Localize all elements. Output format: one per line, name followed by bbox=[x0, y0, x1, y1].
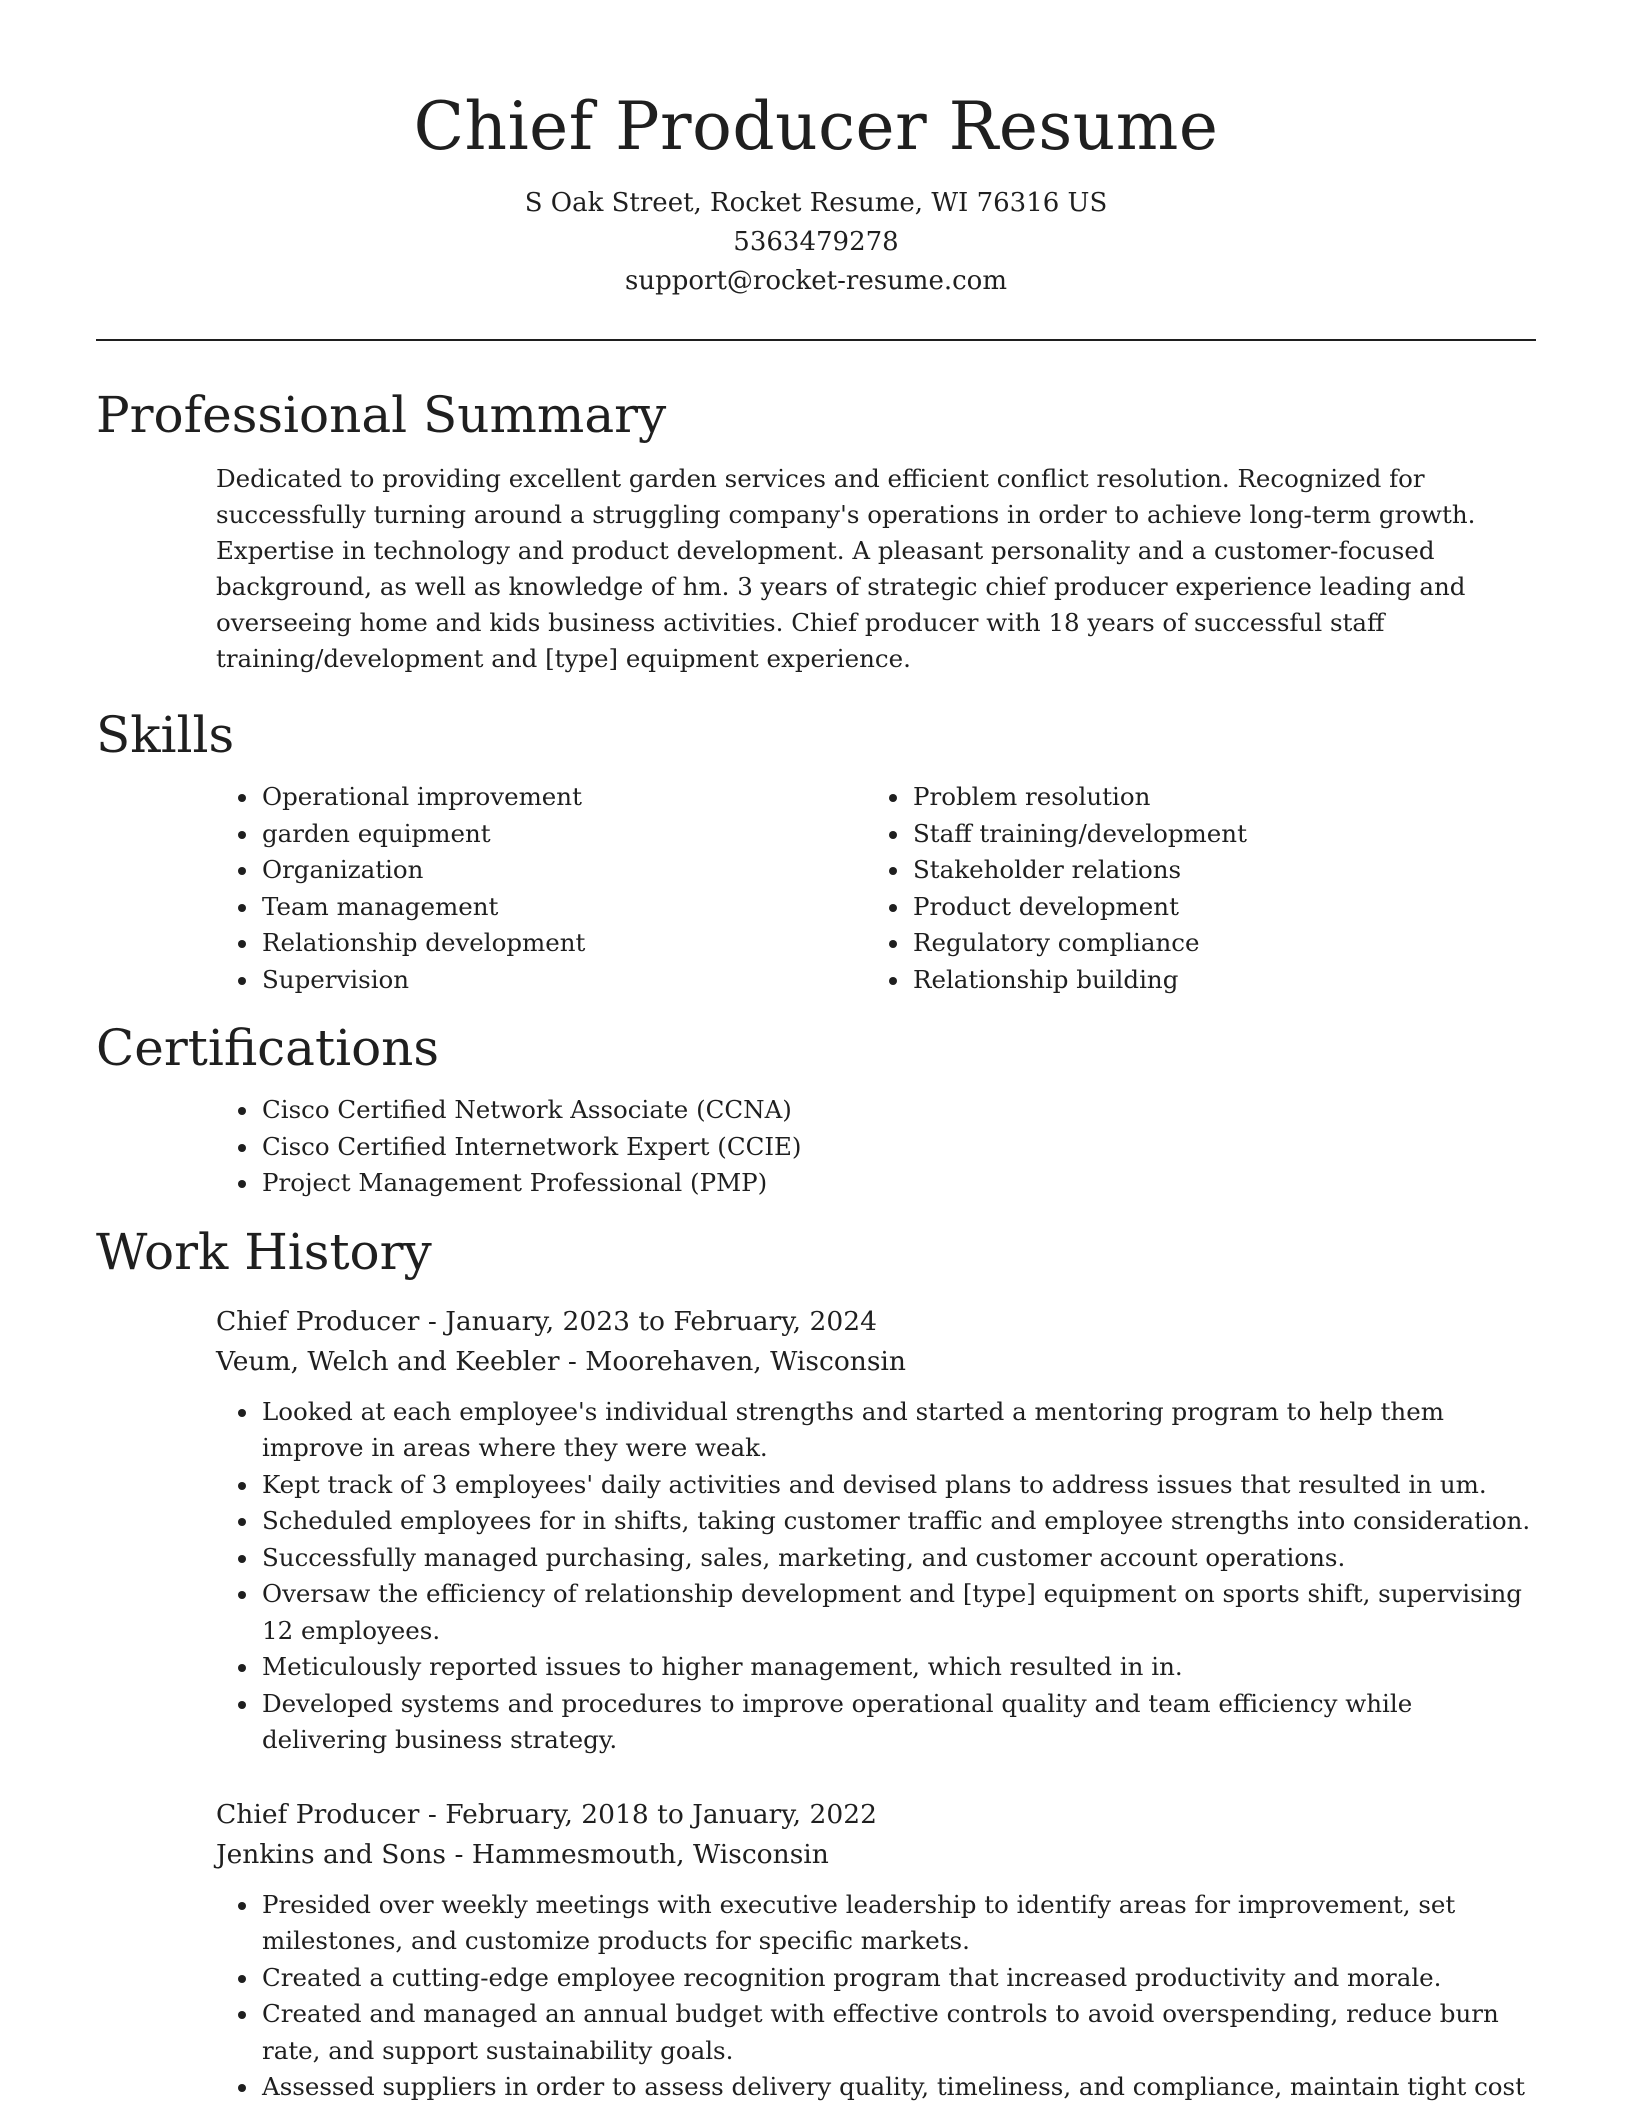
header-divider bbox=[96, 339, 1536, 341]
job-title-line bbox=[216, 1302, 1536, 1342]
job-responsibilities bbox=[216, 1394, 1536, 1759]
job-bullet: • Oversaw the efficiency of relationship development and [type] equipment on sports shift, supervising 12 employees. bbox=[260, 1576, 1536, 1649]
job-location: - Hammesmouth, Wisconsin bbox=[446, 1838, 829, 1870]
section-title-certifications: Certifications bbox=[96, 1019, 440, 1077]
section-work-history bbox=[96, 1220, 1536, 2106]
job-title-line bbox=[216, 1795, 1536, 1835]
section-skills bbox=[96, 703, 1536, 998]
certification-item: • Cisco Certified Internetwork Expert (CCIE) bbox=[260, 1129, 1536, 1166]
job-dates: - January, 2023 to February, 2024 bbox=[419, 1305, 877, 1337]
skill-item: • Problem resolution bbox=[911, 779, 1511, 816]
section-title-summary: Professional Summary bbox=[96, 386, 667, 444]
contact-email: support@rocket-resume.com bbox=[624, 266, 1007, 296]
job-responsibilities bbox=[216, 1887, 1536, 2106]
section-title-skills: Skills bbox=[96, 706, 235, 764]
contact-info bbox=[96, 184, 1536, 301]
section-professional-summary bbox=[96, 383, 1536, 677]
job-bullet: • Scheduled employees for in shifts, taking customer traffic and employee strengths into consideration. bbox=[260, 1503, 1536, 1540]
skill-item: • Supervision bbox=[260, 962, 751, 999]
skill-item: • Organization bbox=[260, 852, 751, 889]
job-location: - Moorehaven, Wisconsin bbox=[559, 1345, 906, 1377]
job-entry bbox=[216, 1302, 1536, 1759]
skill-item: • Team management bbox=[260, 889, 751, 926]
job-bullet: • Developed systems and procedures to improve operational quality and team efficiency while delivering business strategy. bbox=[260, 1686, 1536, 1759]
resume-page bbox=[96, 0, 1536, 2106]
contact-address: S Oak Street, Rocket Resume, WI 76316 US bbox=[524, 188, 1108, 218]
resume-header bbox=[96, 0, 1536, 301]
skills-list-left bbox=[96, 779, 751, 998]
job-bullet: • Created and managed an annual budget with effective controls to avoid overspending, reduce burn rate, and support sustainability goals. bbox=[260, 1996, 1536, 2069]
job-bullet: • Assessed suppliers in order to assess delivery quality, timeliness, and compliance, maintain tight cost bbox=[260, 2069, 1536, 2106]
job-bullet: • Presided over weekly meetings with executive leadership to identify areas for improvement, set milestones, and customize products for specific markets. bbox=[260, 1887, 1536, 1960]
skill-item: • Operational improvement bbox=[260, 779, 751, 816]
section-certifications bbox=[96, 1016, 1536, 1202]
certification-item: • Cisco Certified Network Associate (CCNA) bbox=[260, 1092, 1536, 1129]
skills-list-right bbox=[751, 779, 1511, 998]
certifications-list bbox=[96, 1092, 1536, 1202]
resume-title: Chief Producer Resume bbox=[413, 88, 1219, 165]
skill-item: • Staff training/development bbox=[911, 816, 1511, 853]
job-role: Chief Producer bbox=[216, 1798, 420, 1830]
job-bullet: • Looked at each employee's individual strengths and started a mentoring program to help them improve in areas where they were weak. bbox=[260, 1394, 1536, 1467]
skill-item: • Relationship development bbox=[260, 925, 751, 962]
job-bullet: • Meticulously reported issues to higher management, which resulted in in. bbox=[260, 1649, 1536, 1686]
job-entry bbox=[216, 1795, 1536, 2106]
certification-item: • Project Management Professional (PMP) bbox=[260, 1165, 1536, 1202]
skill-item: • Regulatory compliance bbox=[911, 925, 1511, 962]
job-dates: - February, 2018 to January, 2022 bbox=[419, 1798, 877, 1830]
contact-phone: 5363479278 bbox=[733, 227, 899, 257]
skill-item: • Relationship building bbox=[911, 962, 1511, 999]
job-bullet: • Successfully managed purchasing, sales, marketing, and customer account operations. bbox=[260, 1540, 1536, 1577]
job-company: Veum, Welch and Keebler bbox=[216, 1345, 560, 1377]
summary-text: Dedicated to providing excellent garden services and efficient conflict resolution. Recognized for successfully turning around a struggling company's operations in order to achieve long-term growth. Expertise in technology and product development. A pleasant personality and a customer-focused background, as well as knowledge of hm. 3 years of strategic chief producer experience leading and overseeing home and kids business activities. Chief producer with 18 years of successful staff training/development and [type] equipment experience. bbox=[216, 464, 1476, 673]
skill-item: • Stakeholder relations bbox=[911, 852, 1511, 889]
job-company: Jenkins and Sons bbox=[216, 1838, 447, 1870]
skill-item: • Product development bbox=[911, 889, 1511, 926]
job-bullet: • Created a cutting-edge employee recognition program that increased productivity and morale. bbox=[260, 1960, 1536, 1997]
job-company-line bbox=[216, 1835, 1536, 1875]
skill-item: • garden equipment bbox=[260, 816, 751, 853]
job-role: Chief Producer bbox=[216, 1305, 420, 1337]
job-company-line bbox=[216, 1342, 1536, 1382]
job-bullet: • Kept track of 3 employees' daily activities and devised plans to address issues that resulted in um. bbox=[260, 1467, 1536, 1504]
skills-columns bbox=[96, 779, 1536, 998]
section-title-work-history: Work History bbox=[96, 1222, 432, 1281]
